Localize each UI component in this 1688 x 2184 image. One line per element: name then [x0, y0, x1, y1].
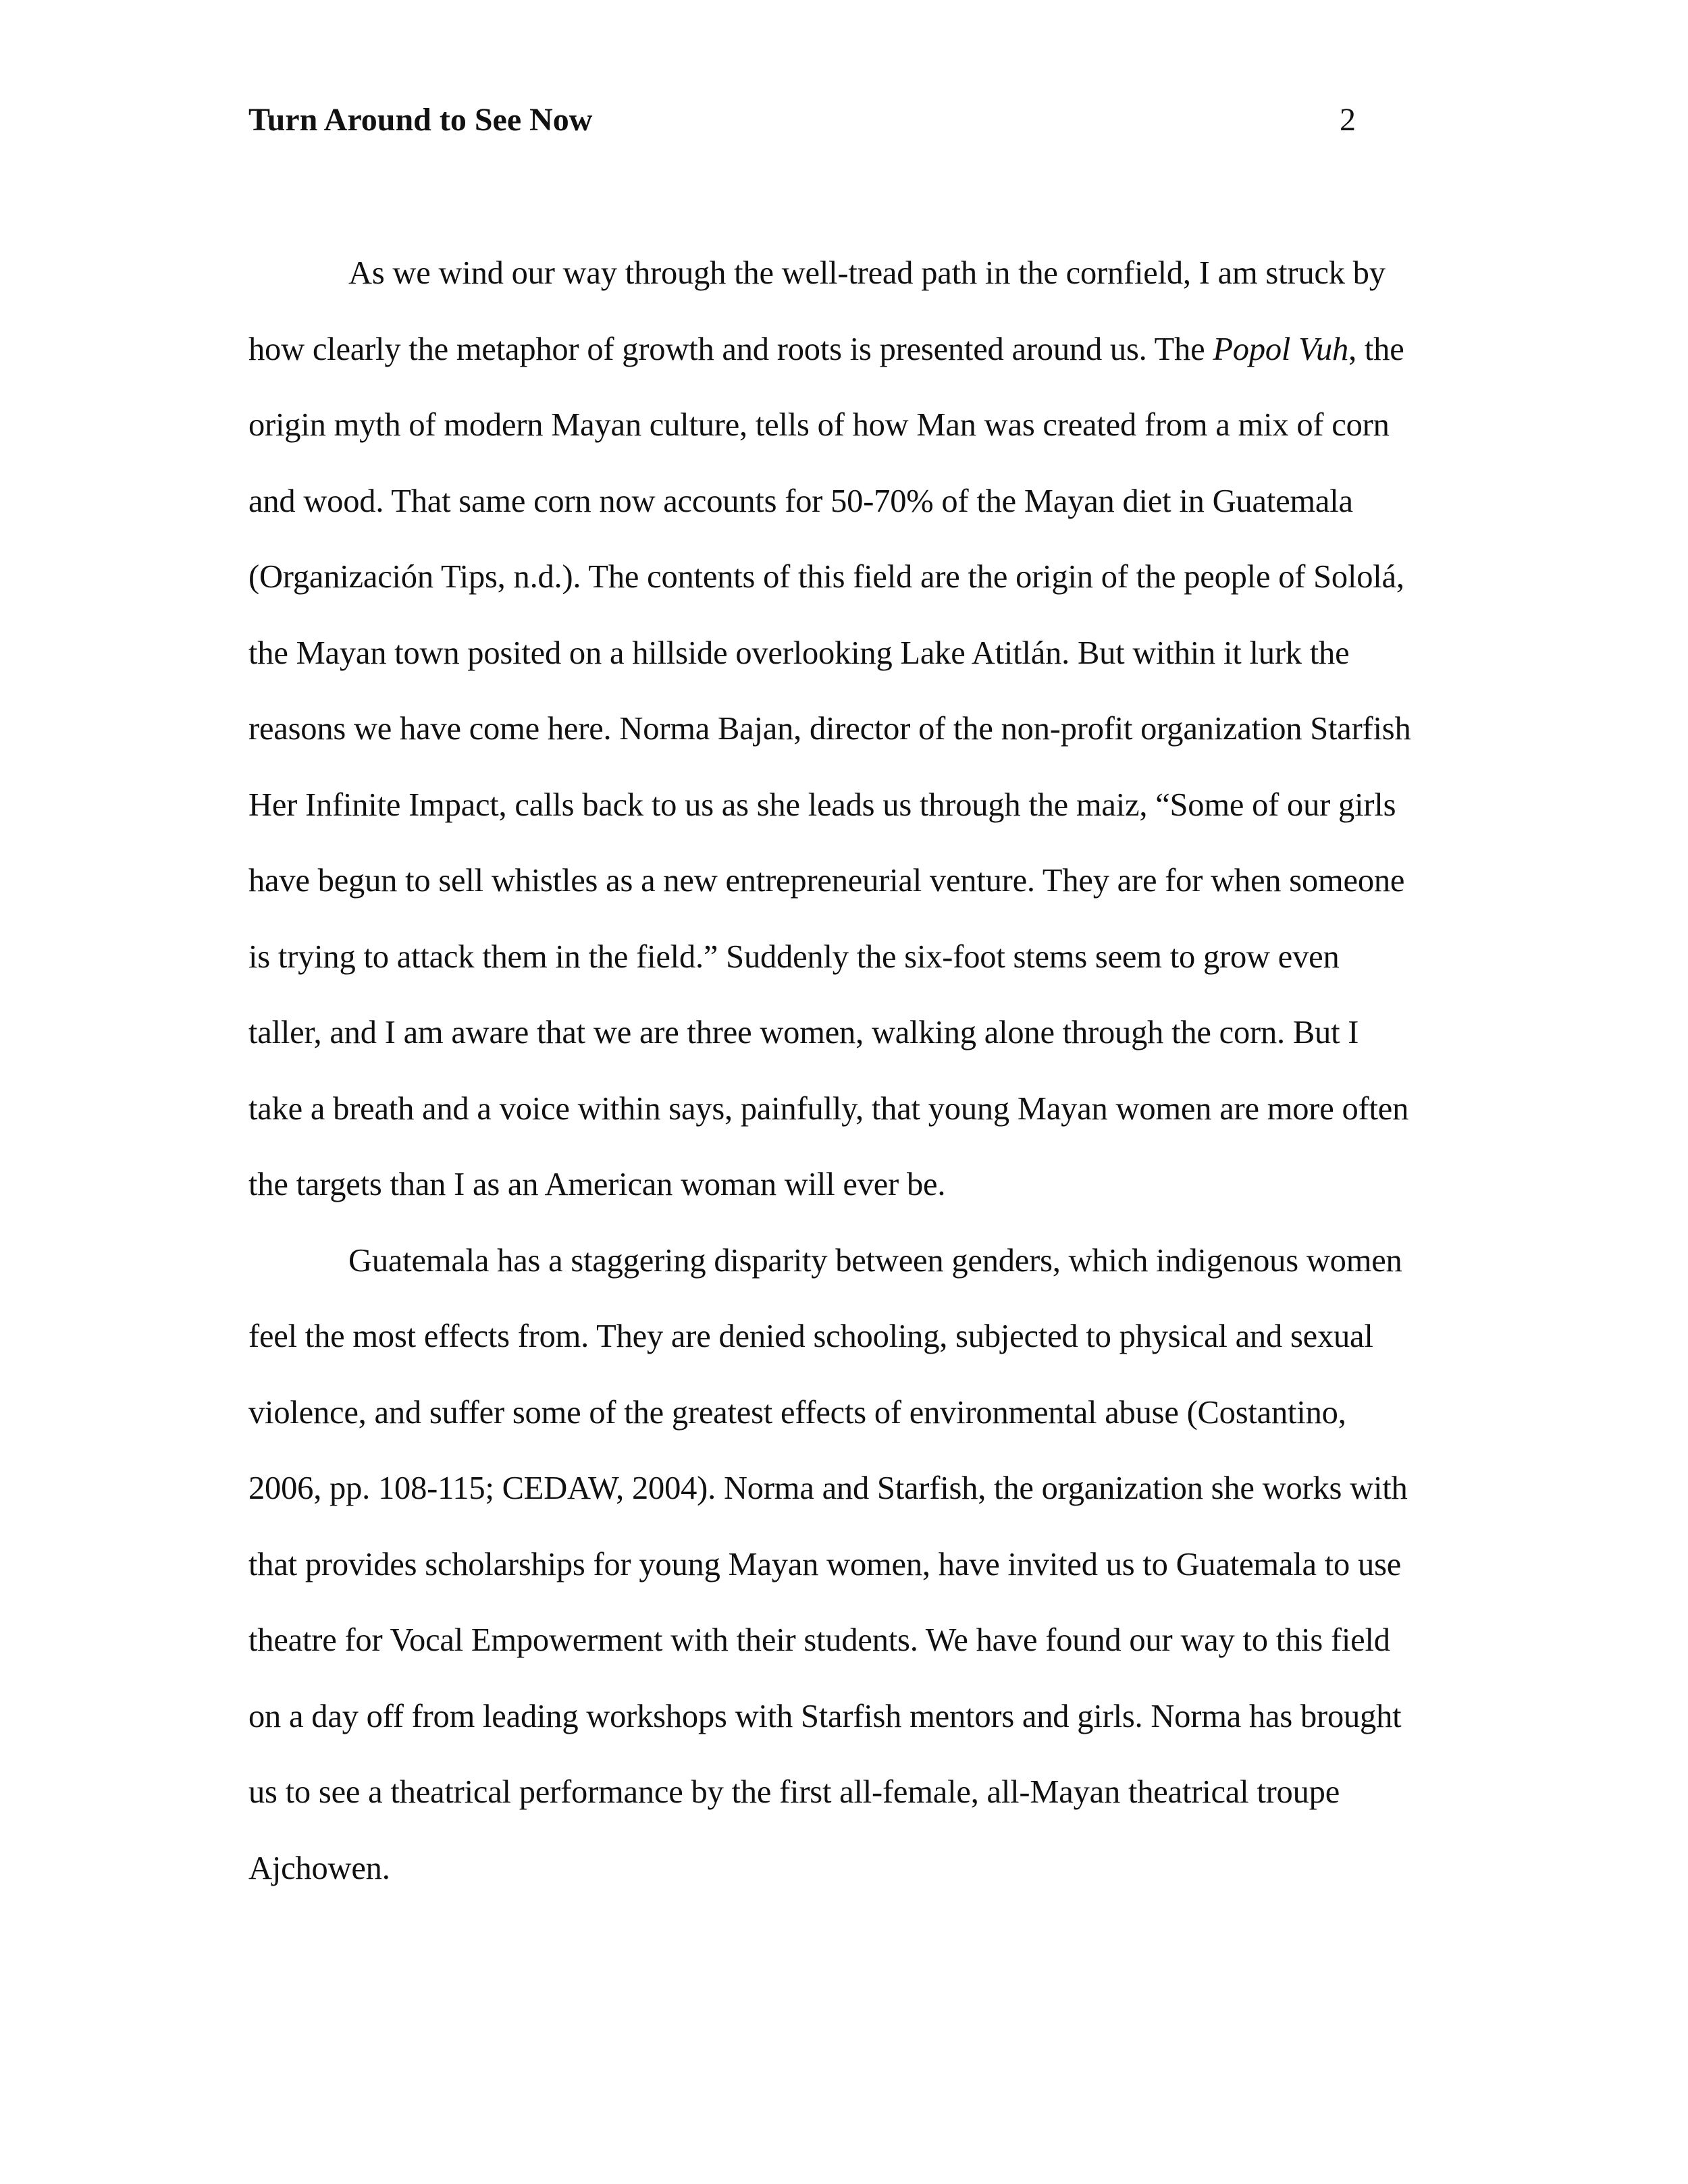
line-text: Guatemala has a staggering disparity between genders, which indigenous women [348, 1242, 1402, 1279]
line-text: As we wind our way through the well-tread path in the cornfield, I am struck by [348, 255, 1386, 291]
text-line [248, 629, 1437, 705]
text-line [248, 857, 1437, 933]
italic-title: Popol Vuh [1213, 331, 1349, 367]
running-head-title: Turn Around to See Now [248, 102, 593, 138]
line-text: is trying to attack them in the field.” Suddenly the six-foot stems seem to grow even [248, 938, 1340, 975]
paragraph-1 [248, 249, 1437, 1237]
line-text: (Organización Tips, n.d.). The contents of this field are the origin of the people of Sololá, [248, 559, 1404, 595]
text-line [248, 553, 1437, 629]
line-text: us to see a theatrical performance by the first all-female, all-Mayan theatrical troupe [248, 1774, 1340, 1810]
text-line [248, 249, 1437, 325]
text-line [248, 1844, 1437, 1921]
text-line [248, 705, 1437, 781]
line-text: take a breath and a voice within says, painfully, that young Mayan women are more often [248, 1090, 1409, 1127]
text-line [248, 1389, 1437, 1465]
text-line [248, 1541, 1437, 1617]
text-line [248, 1616, 1437, 1693]
line-text: reasons we have come here. Norma Bajan, director of the non-profit organization Starfish [248, 711, 1411, 747]
line-text: how clearly the metaphor of growth and roots is presented around us. The [248, 331, 1213, 367]
line-text: the Mayan town posited on a hillside overlooking Lake Atitlán. But within it lurk the [248, 635, 1350, 671]
line-text: have begun to sell whistles as a new entrepreneurial venture. They are for when someone [248, 863, 1405, 899]
page-number: 2 [1340, 102, 1356, 138]
text-line [248, 325, 1437, 402]
paragraph-2 [248, 1237, 1437, 1921]
line-text: taller, and I am aware that we are three women, walking alone through the corn. But I [248, 1015, 1359, 1050]
line-text: origin myth of modern Mayan culture, tells of how Man was created from a mix of corn [248, 407, 1390, 443]
text-line [248, 781, 1437, 857]
text-line [248, 1464, 1437, 1541]
line-text: , the [1348, 331, 1404, 367]
line-text: theatre for Vocal Empowerment with their students. We have found our way to this field [248, 1622, 1390, 1658]
line-text: and wood. That same corn now accounts for 50-70% of the Mayan diet in Guatemala [248, 483, 1353, 519]
running-header [248, 100, 1356, 140]
text-line [248, 933, 1437, 1009]
line-text: on a day off from leading workshops with Starfish mentors and girls. Norma has brought [248, 1698, 1402, 1734]
text-line [248, 1085, 1437, 1161]
line-text: feel the most effects from. They are denied schooling, subjected to physical and sexual [248, 1319, 1373, 1354]
text-line [248, 1009, 1437, 1085]
line-text: violence, and suffer some of the greatest effects of environmental abuse (Costantino, [248, 1394, 1346, 1431]
text-line [248, 1161, 1437, 1237]
body-text [248, 249, 1437, 1920]
line-text: the targets than I as an American woman will ever be. [248, 1167, 946, 1202]
line-text: Ajchowen. [248, 1850, 390, 1886]
text-line [248, 1312, 1437, 1389]
text-line [248, 1693, 1437, 1769]
text-line [248, 477, 1437, 554]
text-line [248, 401, 1437, 477]
text-line [248, 1237, 1437, 1313]
line-text: that provides scholarships for young Mayan women, have invited us to Guatemala to use [248, 1546, 1402, 1582]
text-line [248, 1768, 1437, 1844]
line-text: Her Infinite Impact, calls back to us as she leads us through the maiz, “Some of our girls [248, 787, 1396, 823]
line-text: 2006, pp. 108-115; CEDAW, 2004). Norma and Starfish, the organization she works with [248, 1470, 1408, 1506]
